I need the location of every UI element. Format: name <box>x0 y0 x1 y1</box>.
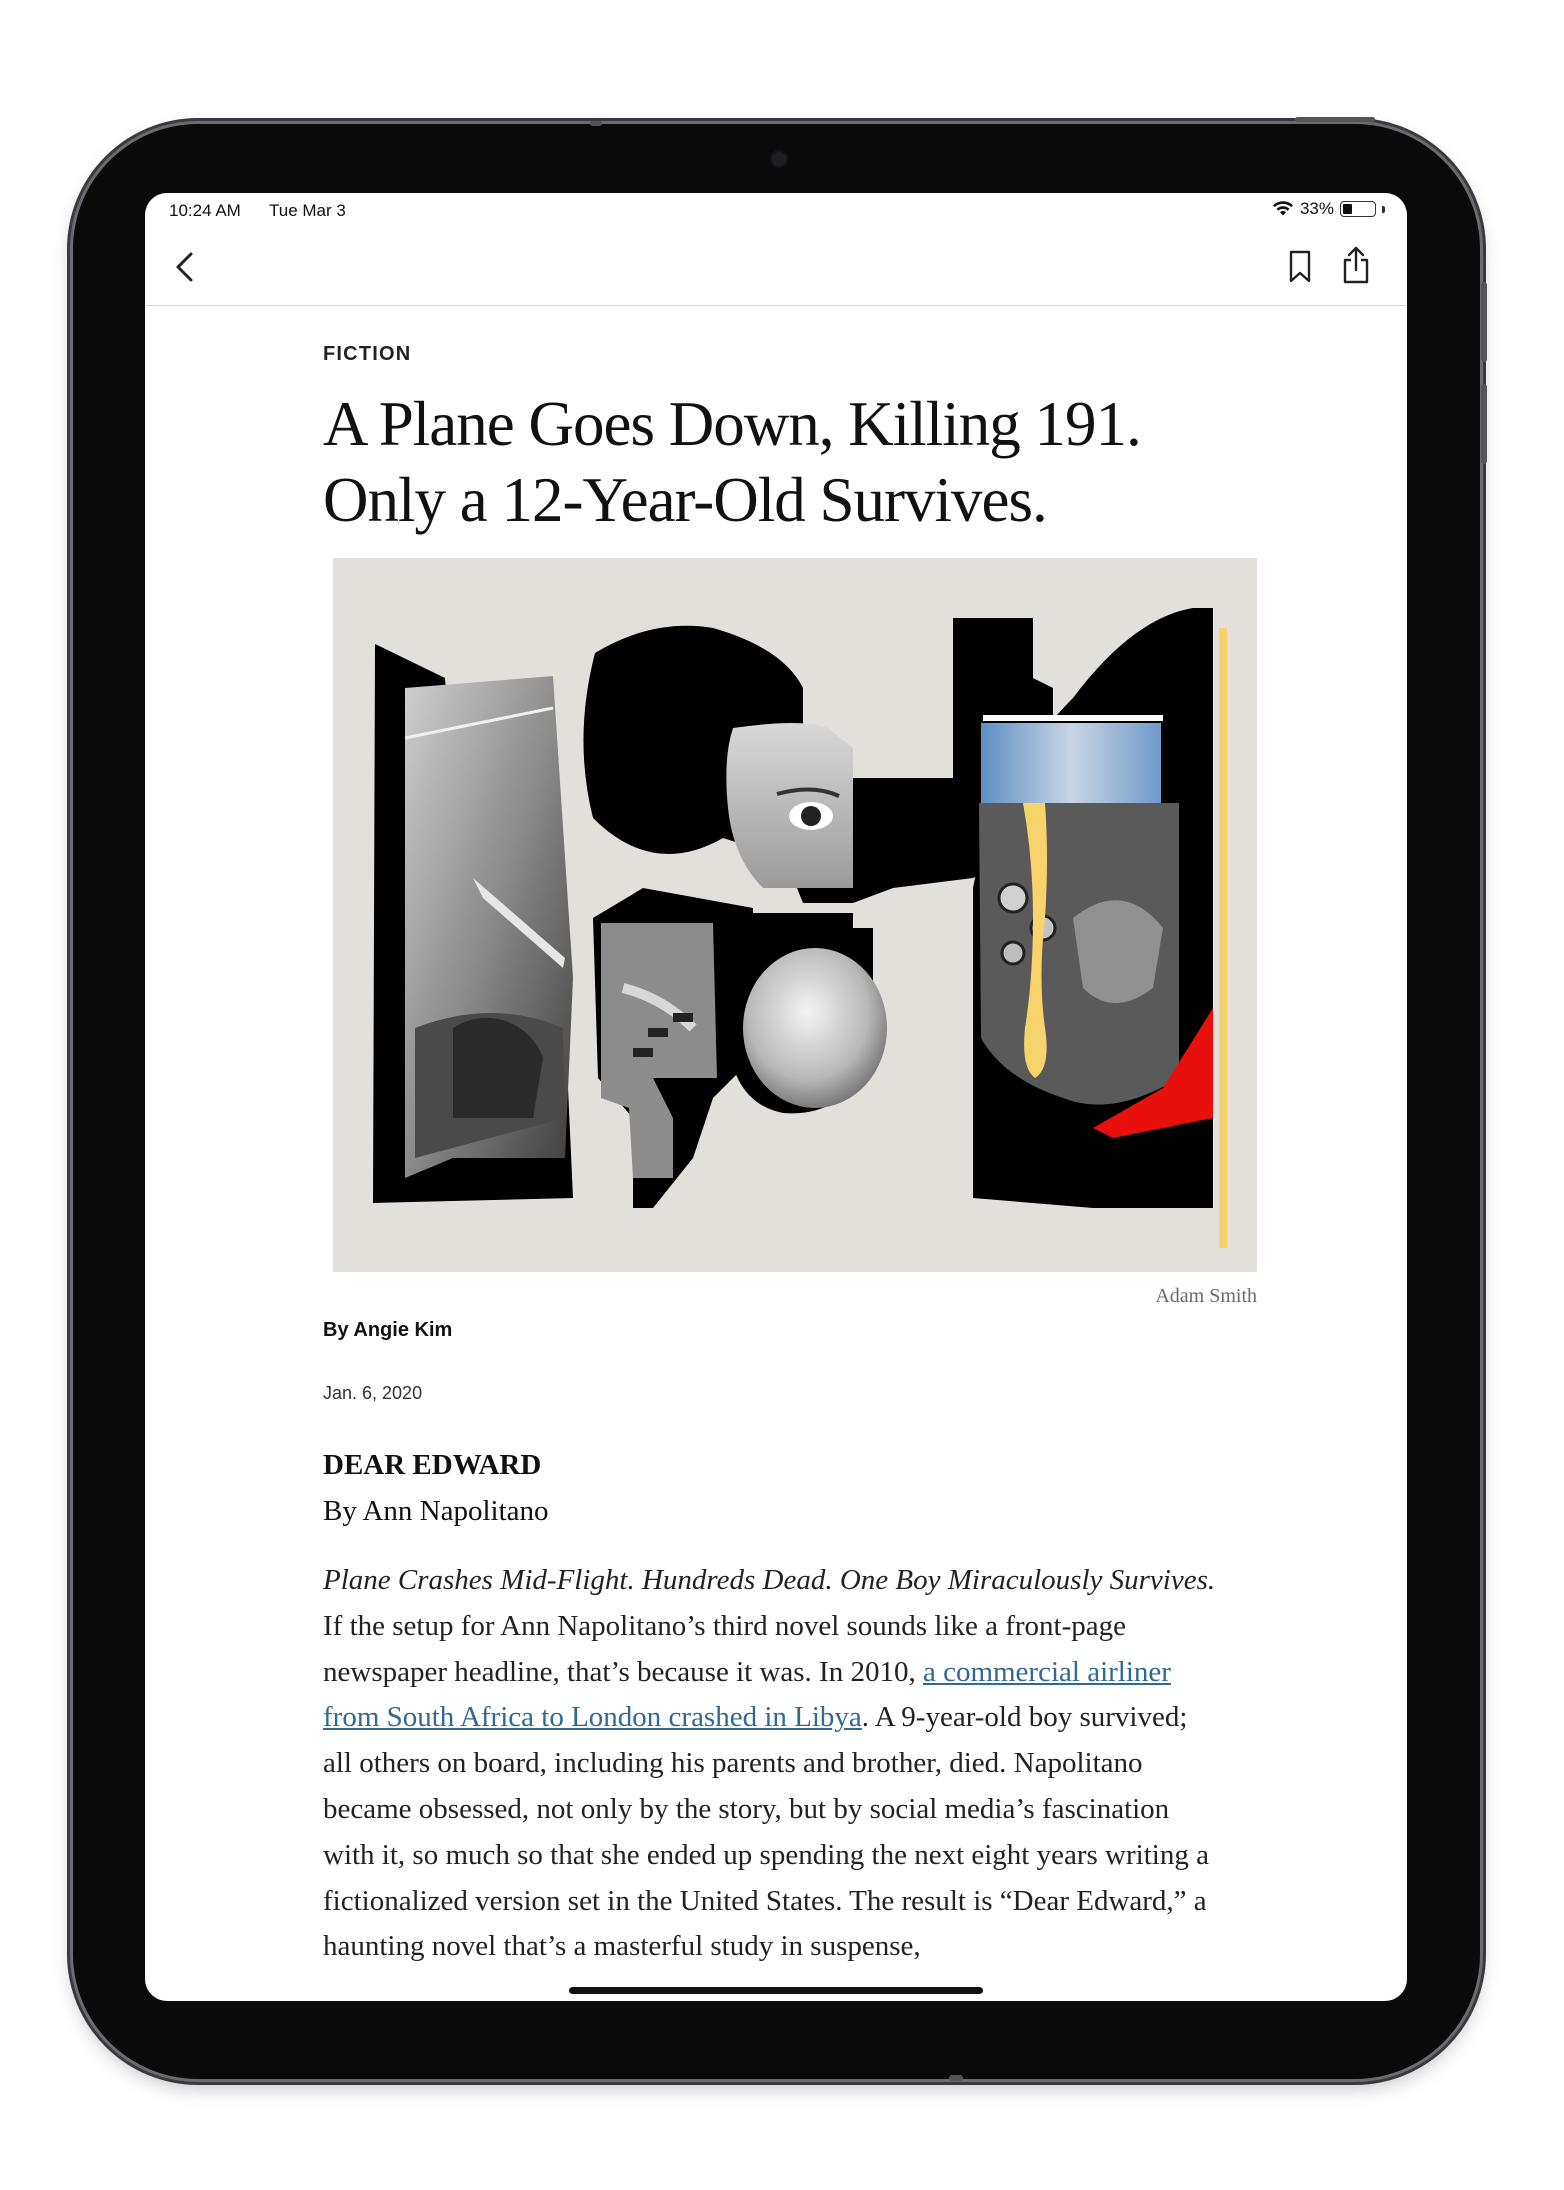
collage-illustration <box>333 558 1257 1272</box>
volume-up-button <box>1481 282 1487 362</box>
front-camera <box>772 152 786 166</box>
status-time: 10:24 AM <box>169 201 241 220</box>
body-text-before-link: If the setup for Ann Napolitano’s third novel sounds like a front-page newspaper headline, that’s because it was. In 2010, <box>323 1609 1126 1688</box>
battery-icon <box>1340 201 1376 217</box>
status-bar <box>145 193 1407 229</box>
bookmark-button[interactable] <box>1285 249 1315 285</box>
book-author: By Ann Napolitano <box>323 1495 549 1527</box>
bookmark-icon <box>1285 249 1315 285</box>
section-kicker[interactable]: FICTION <box>323 343 412 365</box>
publish-date: Jan. 6, 2020 <box>323 1383 423 1403</box>
article-link[interactable]: a commercial airliner from South Africa to London crashed in Libya <box>323 1655 1171 1734</box>
book-title: DEAR EDWARD <box>323 1449 542 1481</box>
home-indicator[interactable] <box>569 1987 983 1994</box>
image-credit: Adam Smith <box>1155 1285 1257 1307</box>
body-paragraph <box>323 1558 1223 1970</box>
headline <box>323 386 1223 538</box>
italic-lead: Plane Crashes Mid-Flight. Hundreds Dead. One Boy Miraculously Survives. <box>323 1564 1216 1596</box>
battery-fill <box>1343 204 1352 214</box>
nav-bar <box>145 229 1407 306</box>
share-icon <box>1339 245 1373 285</box>
battery-percent: 33% <box>1299 199 1334 218</box>
article-illustration[interactable] <box>333 558 1257 1272</box>
top-notch-mark <box>590 121 602 126</box>
headline-line-2: Only a 12-Year-Old Survives. <box>323 465 1047 535</box>
status-date: Tue Mar 3 <box>269 201 346 220</box>
article-body <box>323 1558 1223 1970</box>
screen <box>145 193 1407 2001</box>
byline[interactable]: By Angie Kim <box>323 1319 453 1341</box>
bottom-connector-mark <box>949 2075 963 2081</box>
chevron-left-icon <box>169 249 205 285</box>
top-button <box>1295 117 1375 122</box>
back-button[interactable] <box>169 249 205 285</box>
article-header <box>323 343 1223 538</box>
volume-down-button <box>1481 384 1487 464</box>
body-text-after-link: . A 9-year-old boy survived; all others on board, including his parents and brother, died. Napolitano became obsessed, not only by the story, but by social media’s fascination with it, so much so that she ended up spending the next eight years writing a fictionalized version set in the United States. The result is “Dear Edward,” a haunting novel that’s a masterful study in suspense, <box>323 1701 1209 1963</box>
headline-line-1: A Plane Goes Down, Killing 191. <box>323 389 1141 459</box>
battery-tip <box>1382 206 1385 213</box>
status-right <box>1272 199 1385 219</box>
wifi-icon <box>1272 201 1294 217</box>
share-button[interactable] <box>1339 245 1373 285</box>
